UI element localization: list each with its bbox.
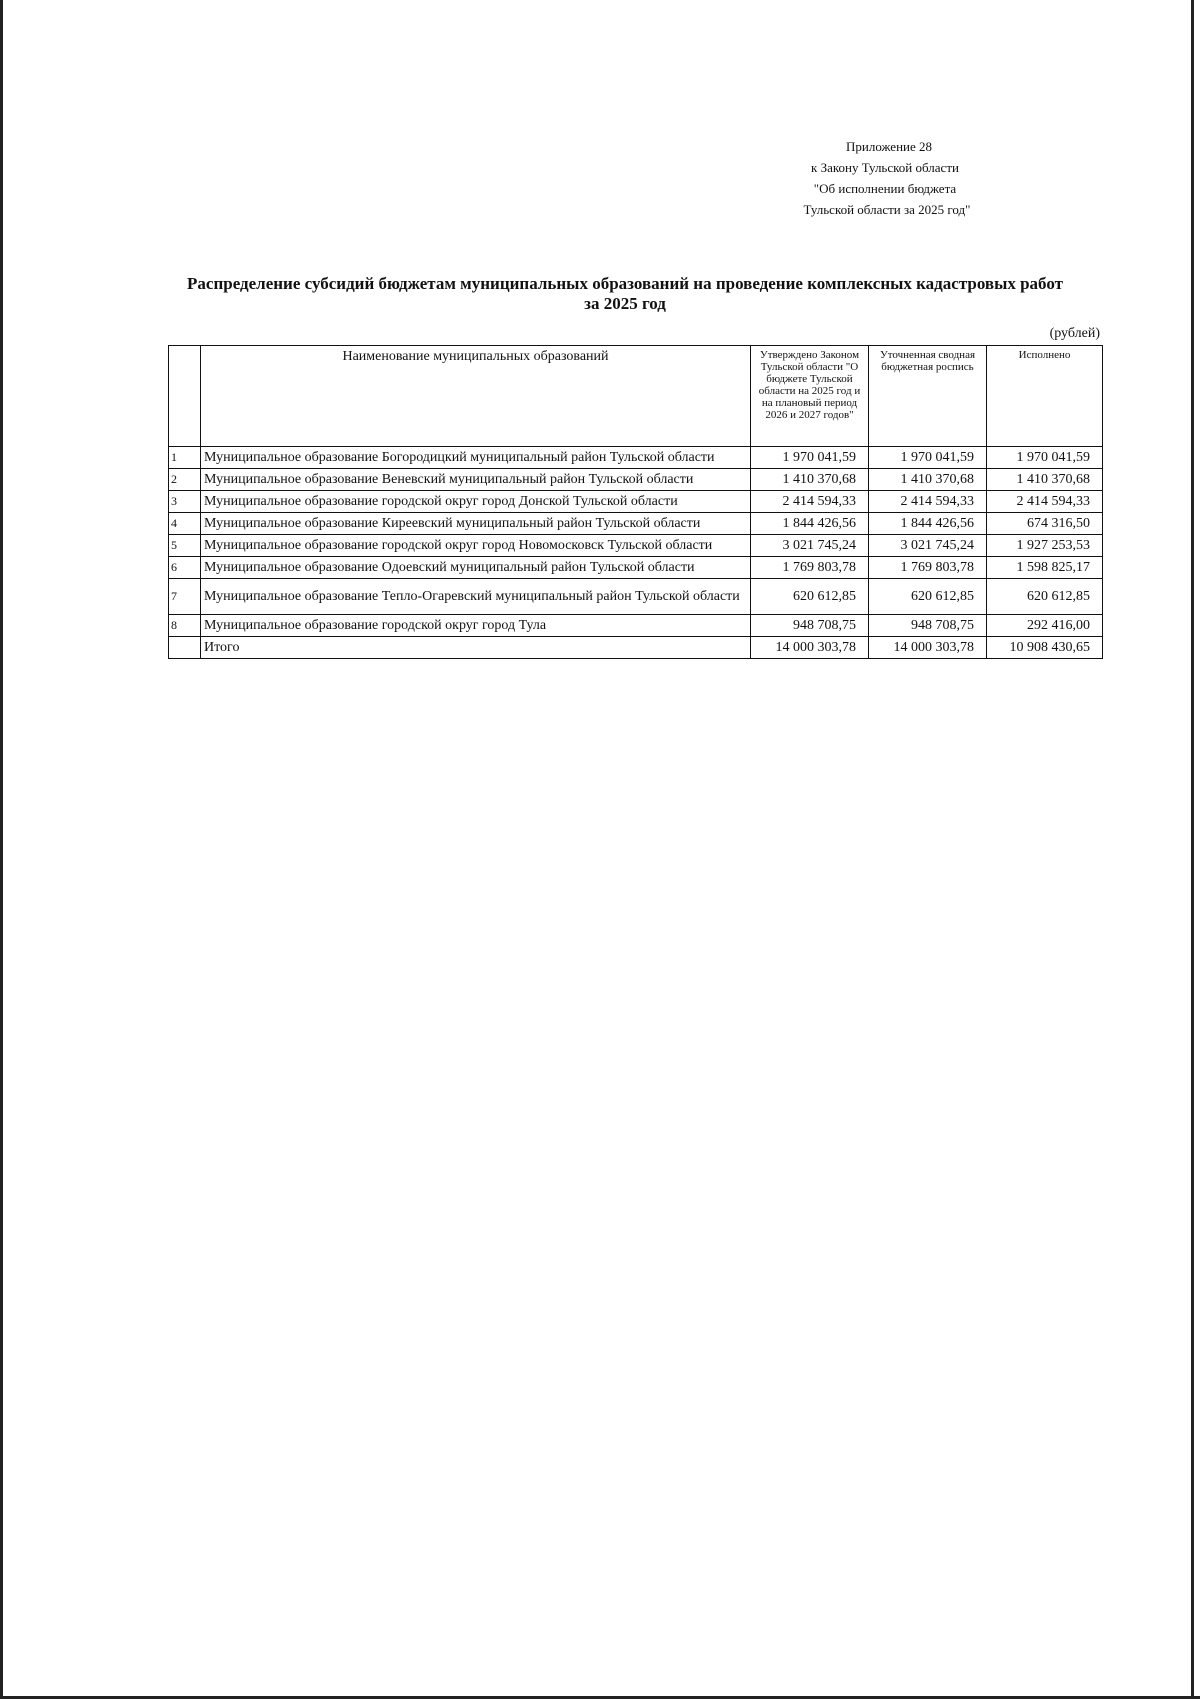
total-revised: 14 000 303,78 xyxy=(869,637,987,659)
row-name: Муниципальное образование городской округ город Новомосковск Тульской области xyxy=(201,535,751,557)
row-name: Муниципальное образование Богородицкий муниципальный район Тульской области xyxy=(201,447,751,469)
row-index: 4 xyxy=(169,513,201,535)
appendix-line-3: "Об исполнении бюджета xyxy=(813,181,957,196)
row-revised: 2 414 594,33 xyxy=(869,491,987,513)
table-row xyxy=(169,579,1103,615)
row-revised: 620 612,85 xyxy=(869,579,987,615)
row-name: Муниципальное образование Тепло-Огаревский муниципальный район Тульской области xyxy=(201,579,751,615)
row-revised: 1 844 426,56 xyxy=(869,513,987,535)
document-title-line-2: за 2025 год xyxy=(584,294,666,313)
row-approved: 1 410 370,68 xyxy=(751,469,869,491)
row-approved: 3 021 745,24 xyxy=(751,535,869,557)
row-approved: 2 414 594,33 xyxy=(751,491,869,513)
scan-edge-left xyxy=(0,0,3,1699)
row-index: 7 xyxy=(169,579,201,615)
row-index: 2 xyxy=(169,469,201,491)
row-revised: 948 708,75 xyxy=(869,615,987,637)
appendix-note xyxy=(800,136,1050,220)
table-row xyxy=(169,447,1103,469)
row-executed: 674 316,50 xyxy=(987,513,1103,535)
total-label: Итого xyxy=(201,637,751,659)
row-index: 8 xyxy=(169,615,201,637)
subsidy-table xyxy=(168,345,1103,659)
row-name: Муниципальное образование Веневский муниципальный район Тульской области xyxy=(201,469,751,491)
row-executed: 1 970 041,59 xyxy=(987,447,1103,469)
header-name: Наименование муниципальных образований xyxy=(201,346,751,447)
row-index: 6 xyxy=(169,557,201,579)
header-index xyxy=(169,346,201,447)
row-approved: 1 769 803,78 xyxy=(751,557,869,579)
document-title-line-1: Распределение субсидий бюджетам муниципальных образований на проведение комплексных кадастровых работ xyxy=(187,274,1063,293)
row-name: Муниципальное образование городской округ город Донской Тульской области xyxy=(201,491,751,513)
table-row xyxy=(169,491,1103,513)
header-revised: Уточненная сводная бюджетная роспись xyxy=(869,346,987,447)
row-executed: 1 598 825,17 xyxy=(987,557,1103,579)
appendix-line-4: Тульской области за 2025 год" xyxy=(803,202,971,217)
scan-edge-right xyxy=(1191,0,1194,1699)
row-index: 5 xyxy=(169,535,201,557)
row-executed: 1 410 370,68 xyxy=(987,469,1103,491)
header-approved: Утверждено Законом Тульской области "О бюджете Тульской области на 2025 год и на плановый период 2026 и 2027 годов" xyxy=(751,346,869,447)
row-index: 1 xyxy=(169,447,201,469)
row-approved: 1 970 041,59 xyxy=(751,447,869,469)
units-label: (рублей) xyxy=(1049,326,1100,341)
header-executed: Исполнено xyxy=(987,346,1103,447)
table-row xyxy=(169,513,1103,535)
table-row xyxy=(169,469,1103,491)
row-revised: 3 021 745,24 xyxy=(869,535,987,557)
row-approved: 1 844 426,56 xyxy=(751,513,869,535)
row-revised: 1 769 803,78 xyxy=(869,557,987,579)
row-executed: 620 612,85 xyxy=(987,579,1103,615)
table-row xyxy=(169,535,1103,557)
row-executed: 292 416,00 xyxy=(987,615,1103,637)
table-header-row xyxy=(169,346,1103,447)
table-total-row xyxy=(169,637,1103,659)
document-title xyxy=(160,274,1090,314)
row-name: Муниципальное образование Киреевский муниципальный район Тульской области xyxy=(201,513,751,535)
row-executed: 2 414 594,33 xyxy=(987,491,1103,513)
appendix-line-1: Приложение 28 xyxy=(845,139,933,154)
row-approved: 620 612,85 xyxy=(751,579,869,615)
appendix-line-2: к Закону Тульской области xyxy=(811,160,959,175)
row-executed: 1 927 253,53 xyxy=(987,535,1103,557)
row-name: Муниципальное образование Одоевский муниципальный район Тульской области xyxy=(201,557,751,579)
row-revised: 1 970 041,59 xyxy=(869,447,987,469)
row-name: Муниципальное образование городской округ город Тула xyxy=(201,615,751,637)
row-revised: 1 410 370,68 xyxy=(869,469,987,491)
row-approved: 948 708,75 xyxy=(751,615,869,637)
table-row xyxy=(169,557,1103,579)
row-index: 3 xyxy=(169,491,201,513)
table-row xyxy=(169,615,1103,637)
total-index xyxy=(169,637,201,659)
total-approved: 14 000 303,78 xyxy=(751,637,869,659)
total-executed: 10 908 430,65 xyxy=(987,637,1103,659)
